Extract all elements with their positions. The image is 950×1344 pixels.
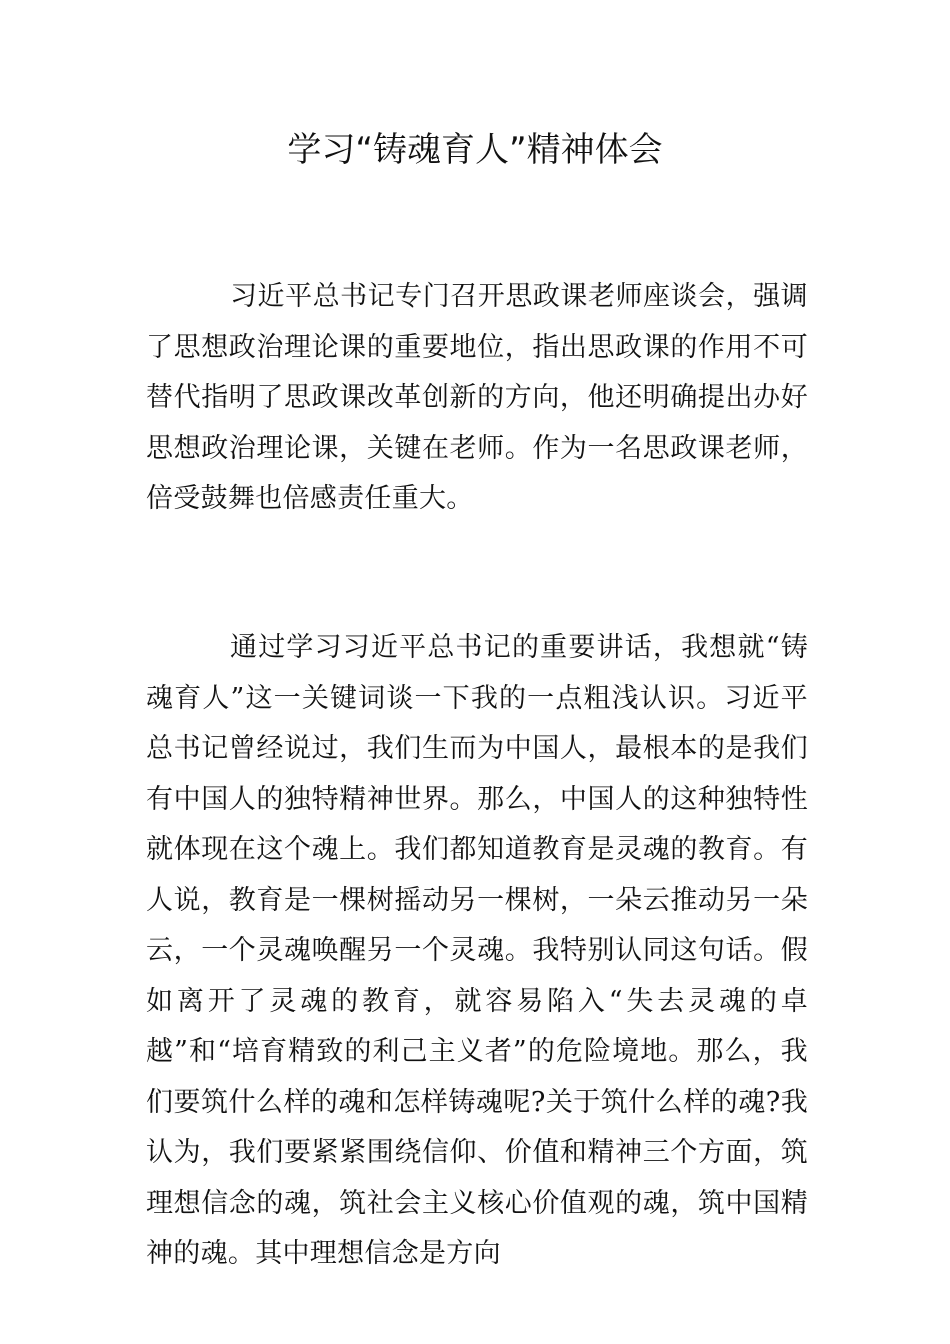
- document-title: 学习“铸魂育人”精神体会: [287, 130, 663, 170]
- body-paragraph-2: 通过学习习近平总书记的重要讲话，我想就“铸魂育人”这一关键词谈一下我的一点粗浅认识。习近平总书记曾经说过，我们生而为中国人，最根本的是我们有中国人的独特精神世界。那么，中国人的这种独特性就体现在这个魂上。我们都知道教育是灵魂的教育。有人说，教育是一棵树摇动另一棵树，一朵云推动另一朵云，一个灵魂唤醒另一个灵魂。我特别认同这句话。假如离开了灵魂的教育，就容易陷入“失去灵魂的卓越”和“培育精致的利己主义者”的危险境地。那么，我们要筑什么样的魂和怎样铸魂呢?关于筑什么样的魂?我认为，我们要紧紧围绕信仰、价值和精神三个方面，筑理想信念的魂，筑社会主义核心价值观的魂，筑中国精神的魂。其中理想信念是方向: [146, 632, 808, 1269]
- body-paragraph-1: 习近平总书记专门召开思政课老师座谈会，强调了思想政治理论课的重要地位，指出思政课的作用不可替代指明了思政课改革创新的方向，他还明确提出办好思想政治理论课，关键在老师。作为一名思政课老师，倍受鼓舞也倍感责任重大。: [146, 281, 808, 514]
